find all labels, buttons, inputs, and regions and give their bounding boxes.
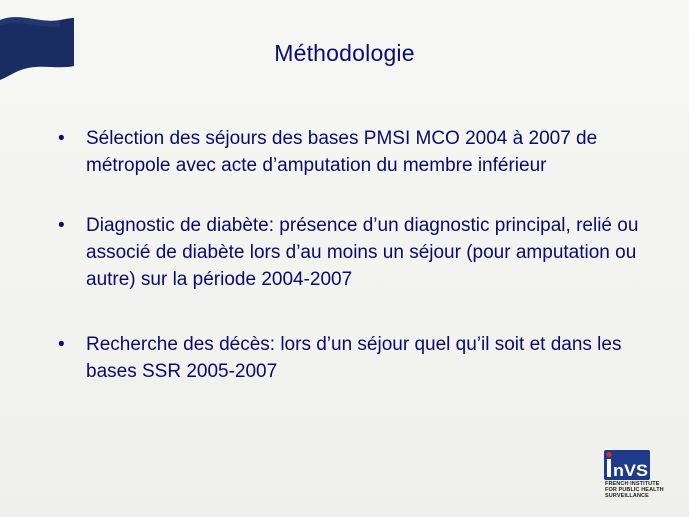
bullet-list <box>58 125 648 385</box>
bullet-item-diagnostic: • Diagnostic de diabète: présence d’un diagnostic principal, relié ou associé de diabète lors d’au moins un séjour (pour amputation ou autre) sur la période 2004-2007 <box>58 212 648 293</box>
invs-logo-icon <box>604 450 650 480</box>
logo-line: FOR PUBLIC HEALTH <box>605 487 664 493</box>
svg-text:nVS: nVS <box>613 461 648 480</box>
logo-line: SURVEILLANCE <box>605 493 649 499</box>
bullet-item-deces: • Recherche des décès: lors d’un séjour quel qu’il soit et dans les bases SSR 2005-2007 <box>58 331 648 385</box>
bullet-item-selection: • Sélection des séjours des bases PMSI MCO 2004 à 2007 de métropole avec acte d’amputation du membre inférieur <box>58 125 648 179</box>
invs-logo <box>604 450 666 502</box>
slide-title: Méthodologie <box>274 40 415 66</box>
invs-logo-text <box>605 481 664 499</box>
logo-line: FRENCH INSTITUTE <box>605 481 660 487</box>
